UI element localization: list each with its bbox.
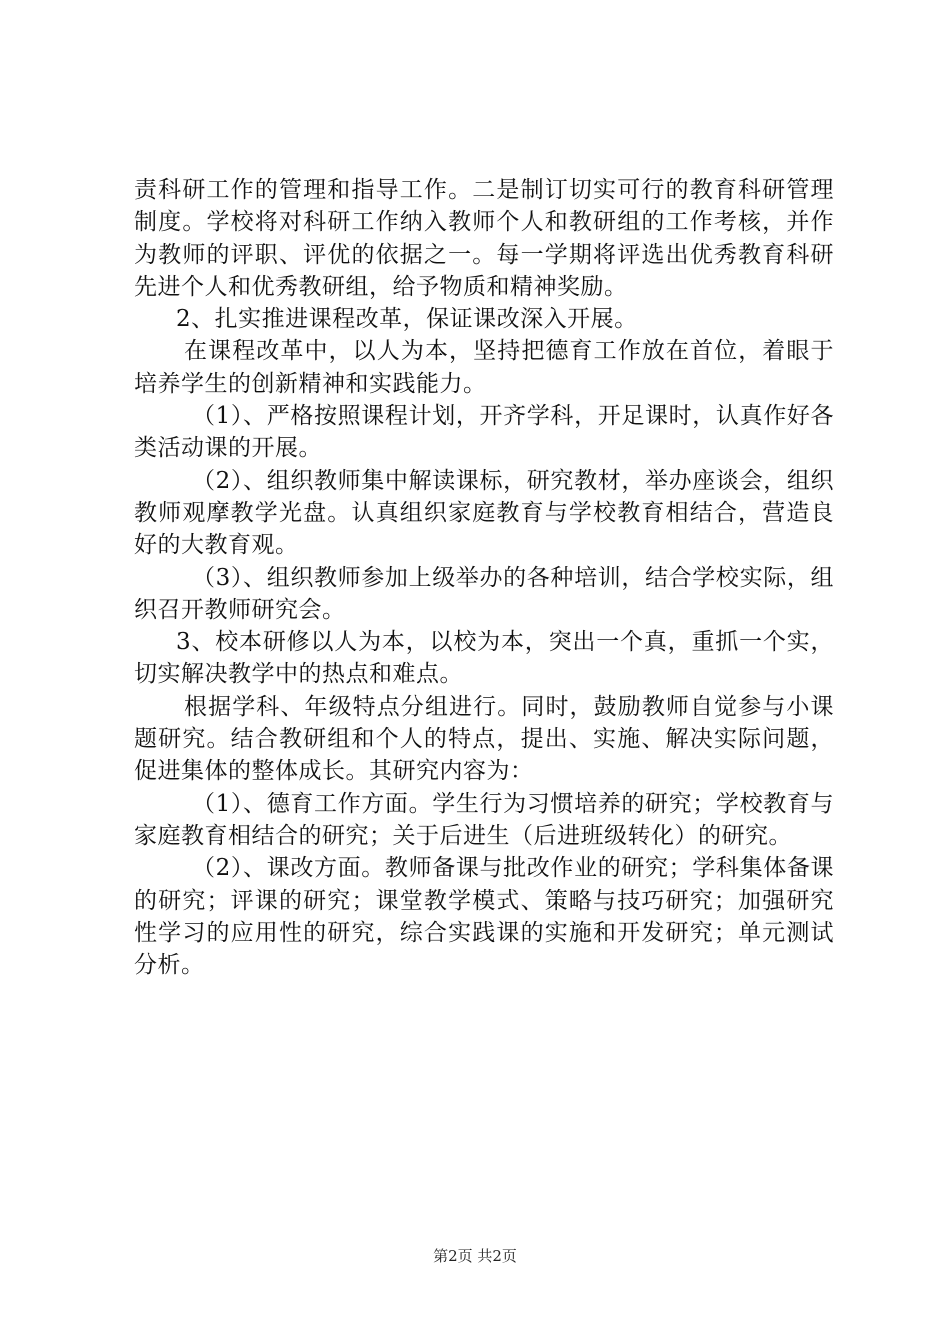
page-number-label: 第2页 共2页 — [433, 1247, 517, 1265]
paragraph-9: （1）、德育工作方面。学生行为习惯培养的研究；学校教育与家庭教育相结合的研究；关于后进生（后进班级转化）的研究。 — [134, 790, 834, 849]
paragraph-7: 3、校本研修以人为本，以校为本，突出一个真，重抓一个实，切实解决教学中的热点和难点。 — [134, 629, 834, 688]
paragraph-6: （3）、组织教师参加上级举办的各种培训，结合学校实际，组织召开教师研究会。 — [134, 564, 834, 623]
paragraph-5: （2）、组织教师集中解读课标，研究教材，举办座谈会，组织教师观摩教学光盘。认真组织家庭教育与学校教育相结合，营造良好的大教育观。 — [134, 467, 834, 559]
paragraph-3: 在课程改革中，以人为本，坚持把德育工作放在首位，着眼于培养学生的创新精神和实践能力。 — [134, 338, 834, 397]
paragraph-8: 根据学科、年级特点分组进行。同时，鼓励教师自觉参与小课题研究。结合教研组和个人的特点，提出、实施、解决实际问题，促进集体的整体成长。其研究内容为： — [134, 693, 834, 785]
paragraph-1: 责科研工作的管理和指导工作。二是制订切实可行的教育科研管理制度。学校将对科研工作纳入教师个人和教研组的工作考核，并作为教师的评职、评优的依据之一。每一学期将评选出优秀教育科研先进个人和优秀教研组，给予物质和精神奖励。 — [134, 177, 834, 300]
page-footer — [0, 1245, 950, 1266]
paragraph-10: （2）、课改方面。教师备课与批改作业的研究；学科集体备课的研究；评课的研究；课堂教学模式、策略与技巧研究；加强研究性学习的应用性的研究，综合实践课的实施和开发研究；单元测试分析。 — [134, 855, 834, 979]
paragraph-4: （1）、严格按照课程计划，开齐学科，开足课时，认真作好各类活动课的开展。 — [134, 403, 834, 462]
document-body — [134, 174, 834, 981]
paragraph-2: 2、扎实推进课程改革，保证课改深入开展。 — [176, 306, 638, 333]
